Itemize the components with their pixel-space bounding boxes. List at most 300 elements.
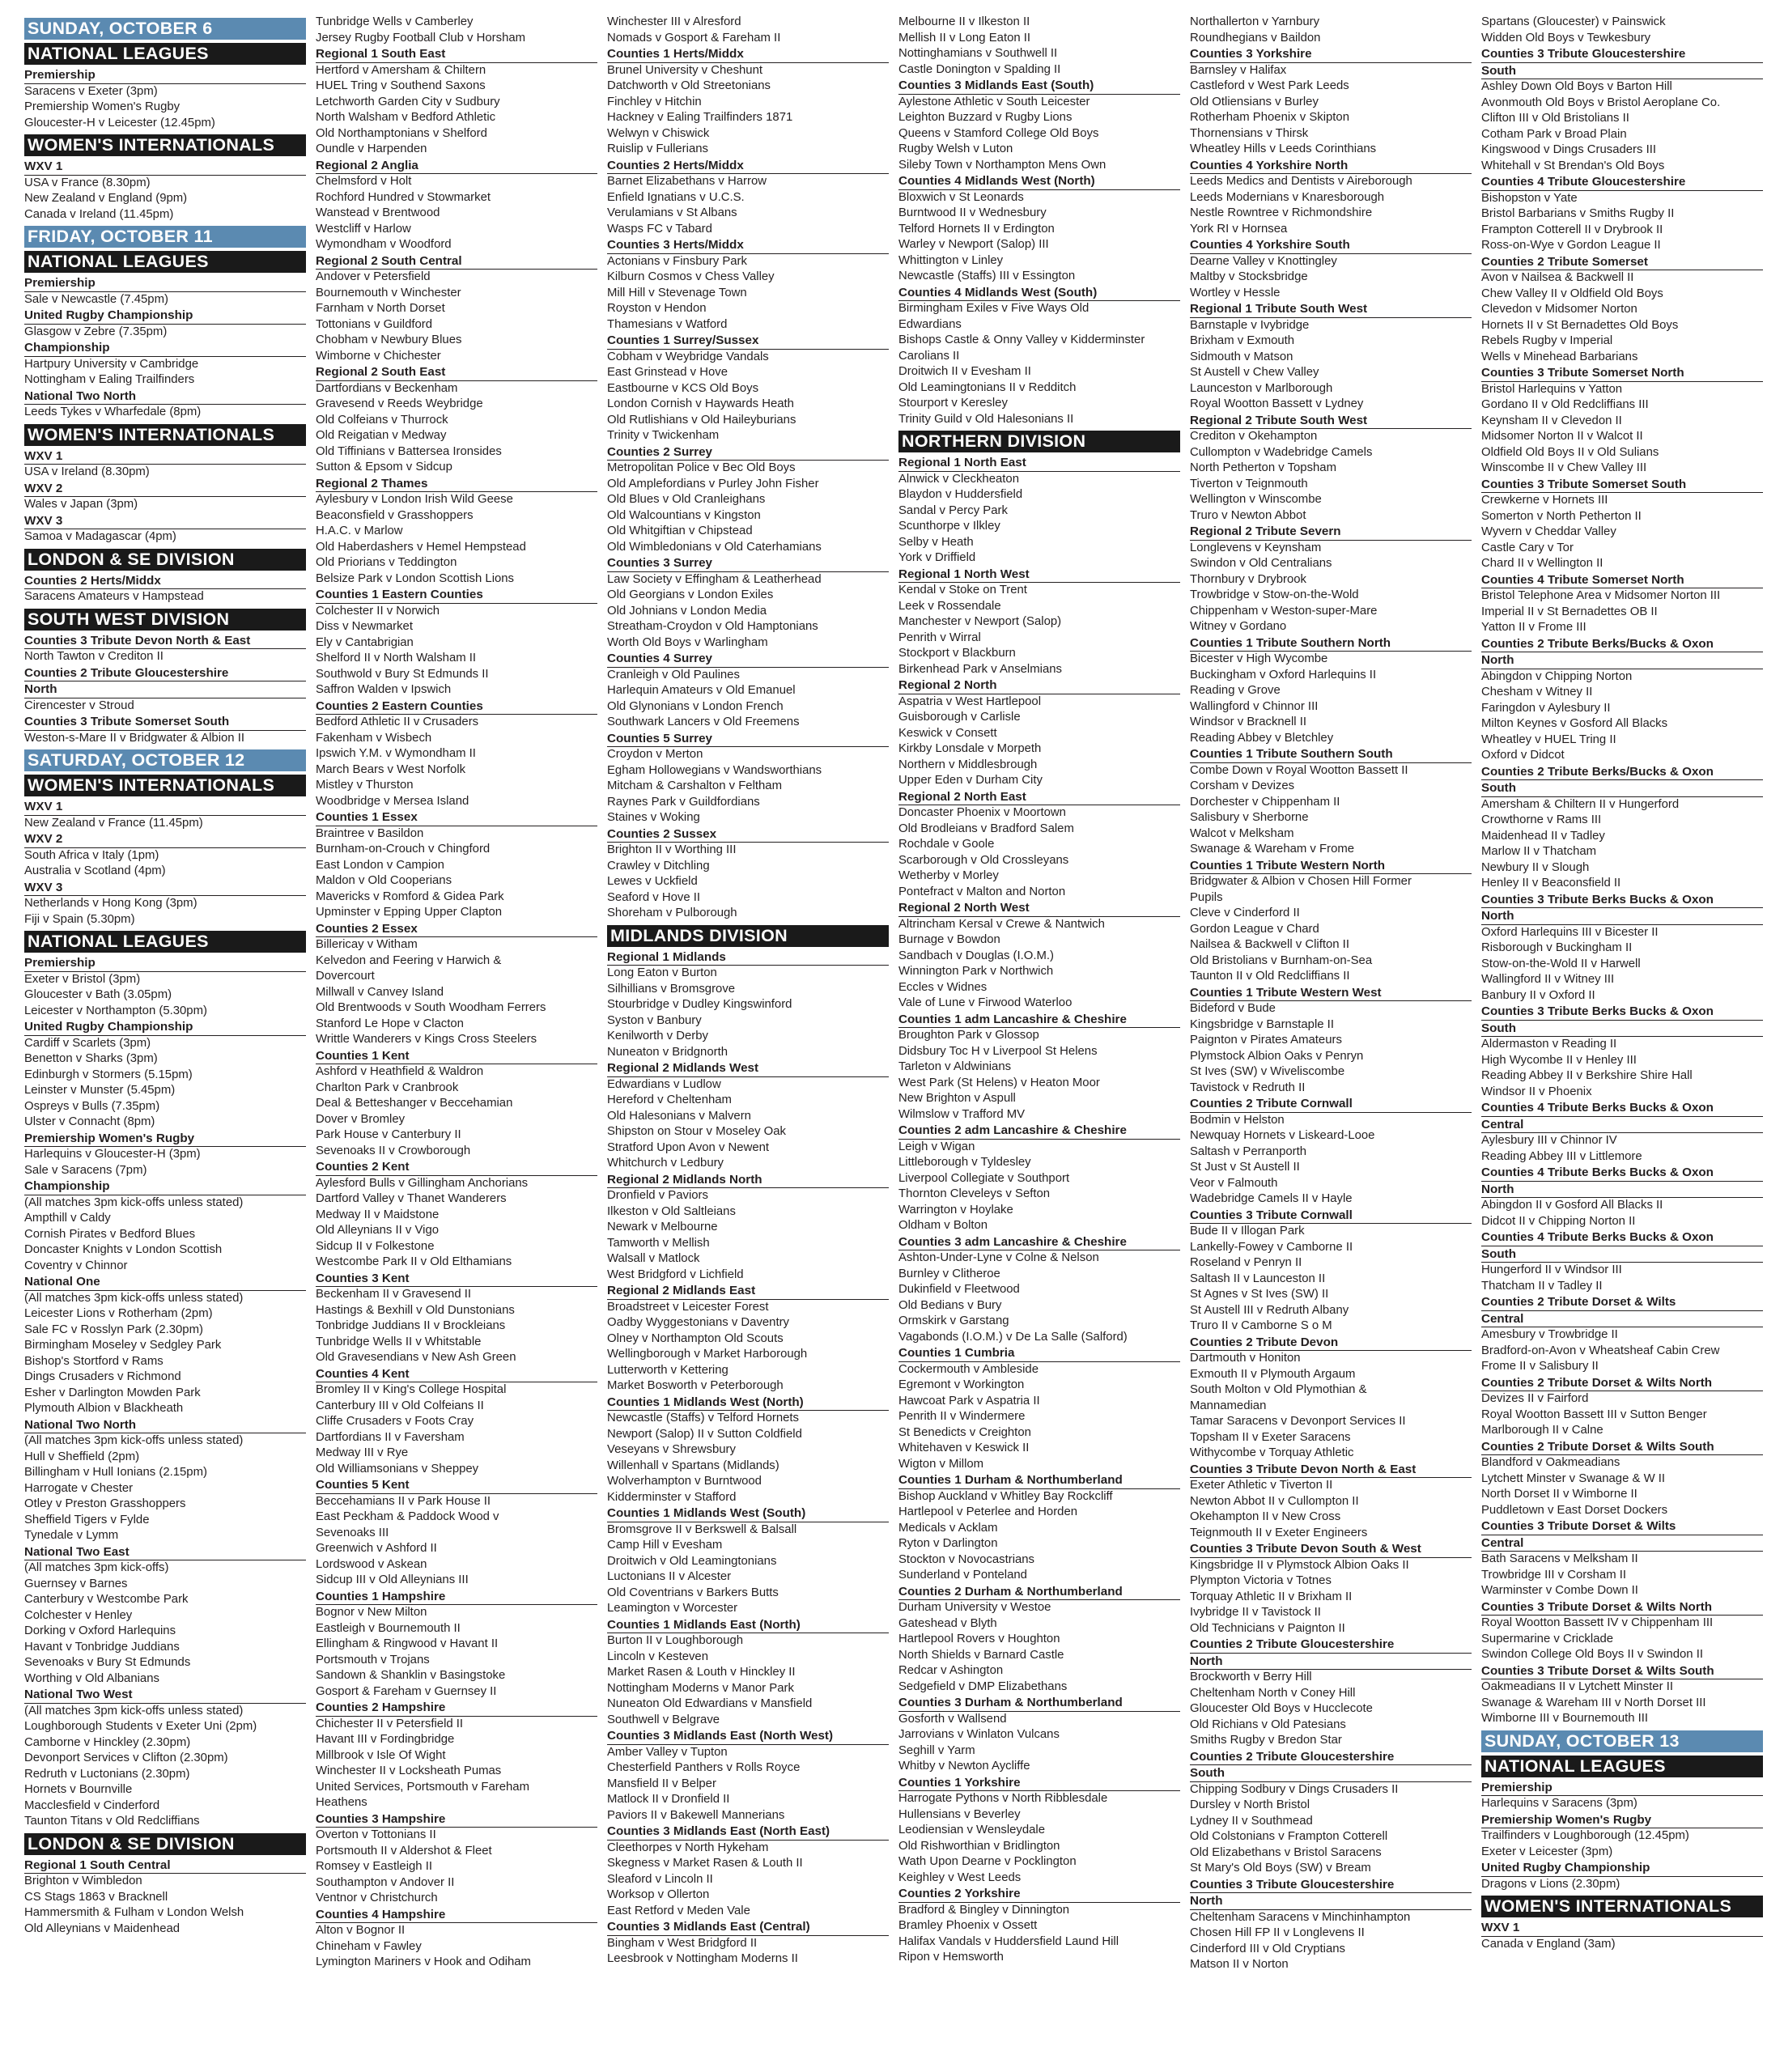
league-heading: Regional 2 Thames [316, 476, 597, 493]
fixture: Ripon v Hemsworth [898, 1951, 1004, 1964]
fixture: Ampthill v Caldy [24, 1212, 111, 1225]
fixture: Chosen Hill FP II v Longlevens II [1190, 1926, 1365, 1939]
fixture: Hull v Sheffield (2pm) [24, 1450, 140, 1463]
fixture: Chineham v Fawley [316, 1939, 422, 1953]
fixture: Finchley v Hitchin [607, 95, 702, 108]
fixture: Manchester v Newport (Salop) [898, 615, 1062, 628]
fixture: Torquay Athletic II v Brixham II [1190, 1590, 1353, 1603]
fixture: Egham Hollowegians v Wandsworthians [607, 763, 822, 777]
fixture: Heathens [316, 1796, 367, 1809]
fixture: Old Bedians v Bury [898, 1298, 1002, 1312]
fixture: Droitwich II v Evesham II [898, 365, 1031, 378]
fixture: H.A.C. v Marlow [316, 524, 403, 537]
league-heading: Counties 2 adm Lancashire & Cheshire [898, 1123, 1180, 1140]
fixture: Chard II v Wellington II [1481, 557, 1603, 570]
section-banner: WOMEN'S INTERNATIONALS [24, 775, 306, 796]
fixture: Leeds Tykes v Wharfedale (8pm) [24, 405, 202, 418]
fixture: Salisbury v Sherborne [1190, 811, 1309, 824]
fixture: Benetton v Sharks (3pm) [24, 1052, 158, 1065]
league-heading: Regional 2 Midlands East [607, 1283, 889, 1300]
fixture: Sileby Town v Northampton Mens Own [898, 158, 1107, 172]
column-1 [24, 15, 306, 1937]
league-heading: United Rugby Championship [24, 308, 306, 325]
league-heading: Counties 2 Tribute Gloucestershire [1190, 1637, 1472, 1654]
fixture: Longlevens v Keynsham [1190, 541, 1322, 554]
fixture: Hartpury University v Cambridge [24, 357, 199, 371]
fixture: Altrincham Kersal v Crewe & Nantwich [898, 917, 1105, 931]
fixture: Crediton v Okehampton [1190, 430, 1318, 443]
fixture: Ulster v Connacht (8pm) [24, 1115, 155, 1128]
fixture: Silhillians v Bromsgrove [607, 982, 736, 996]
fixture: St Austell III v Redruth Albany [1190, 1303, 1349, 1317]
fixture: Reading Abbey III v Littlemore [1481, 1149, 1642, 1163]
fixture: Brunel University v Cheshunt [607, 63, 763, 77]
league-heading: Counties 2 Tribute Berks/Bucks & Oxon [1481, 764, 1763, 781]
fixture: Bramley Phoenix v Ossett [898, 1919, 1038, 1932]
fixture: Enfield Ignatians v U.C.S. [607, 190, 745, 204]
league-heading: Regional 2 North East [898, 789, 1180, 806]
fixture: Burnham-on-Crouch v Chingford [316, 843, 491, 856]
fixture: Nottingham v Ealing Trailfinders [24, 373, 195, 386]
fixture: Paignton v Pirates Amateurs [1190, 1034, 1342, 1047]
fixture: Wallingford v Chinnor III [1190, 699, 1319, 713]
fixture: Saracens Amateurs v Hampstead [24, 590, 204, 603]
fixture: Sleaford v Lincoln II [607, 1872, 713, 1886]
fixture: Teignmouth II v Exeter Engineers [1190, 1526, 1368, 1539]
fixture: St Austell v Chew Valley [1190, 366, 1319, 379]
fixture: Cardiff v Scarlets (3pm) [24, 1036, 151, 1050]
league-heading: National Two North [24, 1417, 306, 1434]
fixture: Havant III v Fordingbridge [316, 1733, 455, 1746]
fixture: Stockton v Novocastrians [898, 1552, 1035, 1566]
fixture: Brighton v Wimbledon [24, 1875, 142, 1887]
fixture: Amesbury v Trowbridge II [1481, 1328, 1618, 1341]
fixture: Hornets II v St Bernadettes Old Boys [1481, 318, 1679, 332]
fixture: Walsall v Matlock [607, 1252, 700, 1265]
fixture: Law Society v Effingham & Leatherhead [607, 572, 822, 586]
fixture: Burntwood II v Wednesbury [898, 206, 1047, 219]
league-heading: National One [24, 1274, 306, 1291]
fixture: Old Gravesendians v New Ash Green [316, 1351, 516, 1364]
fixture: Cleethorpes v North Hykeham [607, 1841, 769, 1854]
fixture: Mansfield II v Belper [607, 1777, 716, 1790]
fixture: Stratford Upon Avon v Newent [607, 1140, 770, 1154]
fixture: Warley v Newport (Salop) III [898, 238, 1049, 251]
fixture: Wheatley Hills v Leeds Corinthians [1190, 142, 1377, 155]
fixture: Tiverton v Teignmouth [1190, 477, 1308, 490]
fixture: Andover v Petersfield [316, 270, 431, 283]
fixture: Truro v Newton Abbot [1190, 508, 1306, 522]
section-banner: NATIONAL LEAGUES [24, 931, 306, 953]
fixture: Nomads v Gosport & Fareham II [607, 31, 781, 45]
fixture: Abingdon v Chipping Norton [1481, 669, 1633, 683]
fixture: East London v Campion [316, 858, 444, 872]
fixture: Leeds Medics and Dentists v Aireborough [1190, 175, 1412, 188]
fixture: Kilburn Cosmos v Chess Valley [607, 270, 775, 283]
league-heading: North [1481, 652, 1763, 669]
fixture: Cotham Park v Broad Plain [1481, 127, 1627, 141]
fixture: Old Johnians v London Media [607, 604, 767, 618]
fixture: York v Driffield [898, 551, 976, 564]
league-heading: Regional 1 North East [898, 455, 1180, 472]
league-heading: Counties 3 adm Lancashire & Cheshire [898, 1234, 1180, 1251]
league-heading: Counties 4 Yorkshire South [1190, 237, 1472, 254]
fixture: Letchworth Garden City v Sudbury [316, 95, 500, 108]
fixture: Tunbridge Wells II v Whitstable [316, 1335, 482, 1348]
fixture: Warrington v Hoylake [898, 1203, 1013, 1216]
fixture: Paviors II v Bakewell Mannerians [607, 1808, 785, 1822]
date-banner: SUNDAY, OCTOBER 13 [1481, 1730, 1763, 1752]
fixture: Swanage & Wareham v Frome [1190, 843, 1355, 856]
fixture: Lytchett Minster v Swanage & W II [1481, 1471, 1666, 1485]
league-heading: Counties 2 Sussex [607, 826, 889, 843]
fixture: Havant v Tonbridge Juddians [24, 1640, 180, 1654]
fixture: Winscombe II v Chew Valley III [1481, 461, 1647, 474]
fixture: Trowbridge v Stow-on-the-Wold [1190, 588, 1359, 601]
fixture: Chichester II v Petersfield II [316, 1717, 464, 1730]
fixture: Beckenham II v Gravesend II [316, 1288, 472, 1301]
fixture: Leamington v Worcester [607, 1602, 738, 1615]
column-2 [316, 15, 597, 1971]
league-heading: Counties 3 Tribute Gloucestershire [1481, 46, 1763, 63]
fixture: Gateshead v Blyth [898, 1616, 997, 1630]
fixture: Chesham v Witney II [1481, 686, 1593, 698]
fixture: Southampton v Andover II [316, 1875, 455, 1889]
fixture: Alnwick v Cleckheaton [898, 472, 1019, 486]
fixture: Maidenhead II v Tadley [1481, 829, 1605, 843]
fixture: Hawcoat Park v Aspatria II [898, 1394, 1040, 1408]
fixture: Ilkeston v Old Saltleians [607, 1204, 736, 1218]
league-heading: WXV 2 [24, 831, 306, 848]
fixture: Actonians v Finsbury Park [607, 254, 747, 268]
fixture: Dartford Valley v Thanet Wanderers [316, 1192, 507, 1205]
league-heading: National Two West [24, 1687, 306, 1704]
fixture: Cranleigh v Old Paulines [607, 668, 740, 681]
date-banner: SATURDAY, OCTOBER 12 [24, 749, 306, 771]
fixture: Thornbury v Drybrook [1190, 572, 1306, 586]
league-heading: North [1190, 1893, 1472, 1910]
fixture: Camborne v Hinckley (2.30pm) [24, 1735, 191, 1749]
fixture: Olney v Northampton Old Scouts [607, 1331, 784, 1345]
fixture: Hullensians v Beverley [898, 1807, 1021, 1821]
fixture: Sandbach v Douglas (I.O.M.) [898, 949, 1055, 962]
fixture: Bath Saracens v Melksham II [1481, 1552, 1638, 1565]
fixture: Exeter Athletic v Tiverton II [1190, 1479, 1333, 1492]
section-banner: NATIONAL LEAGUES [24, 251, 306, 273]
league-heading: Counties 3 Tribute Devon South & West [1190, 1541, 1472, 1558]
fixture: Long Eaton v Burton [607, 966, 717, 979]
fixture: Royal Wootton Bassett v Lydney [1190, 397, 1364, 410]
fixture: Bodmin v Helston [1190, 1113, 1285, 1127]
league-heading: Counties 2 Tribute Gloucestershire [24, 665, 306, 682]
fixture: Old Blues v Old Cranleighans [607, 493, 766, 506]
league-heading: Regional 2 South Central [316, 253, 597, 270]
fixture: Diss v Newmarket [316, 620, 413, 633]
league-heading: North [1481, 908, 1763, 925]
fixture: Bishops Castle & Onny Valley v Kidderminster [898, 333, 1145, 346]
fixture: Oundle v Harpenden [316, 142, 427, 155]
fixture: Sandal v Percy Park [898, 503, 1008, 517]
fixture: Nailsea & Backwell v Clifton II [1190, 938, 1349, 951]
fixture: Sunderland v Ponteland [898, 1569, 1027, 1582]
fixture: Thornton Cleveleys v Sefton [898, 1187, 1051, 1200]
league-heading: Counties 3 Tribute Gloucestershire [1190, 1877, 1472, 1894]
fixture: Old Alleynians II v Vigo [316, 1224, 440, 1237]
fixture: Oadby Wyggestonians v Daventry [607, 1316, 789, 1329]
fixture: Leigh v Wigan [898, 1140, 975, 1153]
fixture: Glasgow v Zebre (7.35pm) [24, 325, 168, 338]
fixture: Canterbury III v Old Colfeians II [316, 1399, 484, 1412]
fixture: Beaconsfield v Grasshoppers [316, 508, 474, 522]
fixture: Swanage & Wareham III v North Dorset III [1481, 1696, 1706, 1709]
section-banner: MIDLANDS DIVISION [607, 925, 889, 947]
fixture: Blaydon v Huddersfield [898, 488, 1023, 501]
fixture: Westcliff v Harlow [316, 222, 411, 236]
fixture: Old Wimbledonians v Old Caterhamians [607, 540, 822, 554]
fixture: Brockworth v Berry Hill [1190, 1671, 1312, 1684]
fixture: Canada v Ireland (11.45pm) [24, 207, 174, 221]
fixture: New Zealand v England (9pm) [24, 192, 188, 205]
fixture: Barnet Elizabethans v Harrow [607, 175, 767, 188]
fixture: Alton v Bognor II [316, 1924, 406, 1937]
fixture: Queens v Stamford College Old Boys [898, 126, 1099, 140]
league-heading: Regional 1 South Central [24, 1858, 306, 1875]
league-heading: Counties 3 Kent [316, 1271, 597, 1288]
league-heading: Counties 1 Durham & Northumberland [898, 1472, 1180, 1489]
league-heading: Counties 2 Tribute Devon [1190, 1335, 1472, 1352]
fixture: Harlequins v Gloucester-H (3pm) [24, 1148, 201, 1161]
fixture: Billingham v Hull Ionians (2.15pm) [24, 1466, 207, 1479]
fixture: Midsomer Norton II v Walcot II [1481, 430, 1643, 443]
fixture: Vale of Lune v Firwood Waterloo [898, 996, 1073, 1009]
fixture: Devonport Services v Clifton (2.30pm) [24, 1751, 228, 1764]
fixture: Cheltenham North v Coney Hill [1190, 1686, 1356, 1700]
fixture: Leesbrook v Nottingham Moderns II [607, 1952, 798, 1965]
fixture: Northern v Middlesbrough [898, 758, 1038, 771]
fixture: Old Amplefordians v Purley John Fisher [607, 477, 819, 490]
league-heading: Regional 2 Anglia [316, 158, 597, 175]
fixture: Tamar Saracens v Devonport Services II [1190, 1415, 1406, 1428]
fixture: Oldfield Old Boys II v Old Sulians [1481, 445, 1659, 459]
fixture: Old Priorians v Teddington [316, 556, 457, 569]
fixture: Old Colfeians v Thurrock [316, 413, 448, 427]
fixture: Cleve v Cinderford II [1190, 906, 1300, 919]
fixture: Hastings & Bexhill v Old Dunstonians [316, 1303, 515, 1317]
fixture: North Tawton v Crediton II [24, 650, 164, 663]
fixture: Sale v Saracens (7pm) [24, 1163, 147, 1177]
fixture: Melbourne II v Ilkeston II [898, 15, 1030, 28]
fixture: Devizes II v Fairford [1481, 1392, 1589, 1405]
fixture: Sevenoaks II v Crowborough [316, 1144, 471, 1157]
fixture: Blandford v Oakmeadians [1481, 1456, 1620, 1469]
fixture: Burnage v Bowdon [898, 933, 1000, 946]
league-heading: Premiership Women's Rugby [24, 1131, 306, 1148]
fixture: Deal & Betteshanger v Beccehamian [316, 1097, 513, 1110]
fixture: Cockermouth v Ambleside [898, 1362, 1039, 1376]
fixture: Lutterworth v Kettering [607, 1363, 728, 1377]
league-heading: North [24, 681, 306, 698]
fixture: Widden Old Boys v Tewkesbury [1481, 31, 1651, 45]
fixture: Marlborough II v Calne [1481, 1424, 1603, 1437]
fixture: Reading v Grove [1190, 684, 1281, 697]
fixture: Wolverhampton v Burntwood [607, 1475, 762, 1488]
fixture: Thamesians v Watford [607, 317, 728, 331]
fixture: Southwark Lancers v Old Freemens [607, 715, 800, 728]
fixture: Southwold v Bury St Edmunds II [316, 667, 489, 681]
fixture: Gloucester Old Boys v Hucclecote [1190, 1702, 1373, 1715]
fixture: (All matches 3pm kick-offs unless stated) [24, 1291, 244, 1305]
fixture: Bloxwich v St Leonards [898, 190, 1024, 204]
fixture: Premiership Women's Rugby [24, 100, 181, 113]
fixture: Avonmouth Old Boys v Bristol Aeroplane Co. [1481, 96, 1721, 109]
fixture: Selby v Heath [898, 535, 974, 549]
fixture: Clifton III v Old Bristolians II [1481, 112, 1629, 125]
fixture: Rebels Rugby v Imperial [1481, 334, 1613, 347]
fixture: Ross-on-Wye v Gordon League II [1481, 239, 1661, 252]
fixture: Newbury II v Slough [1481, 860, 1590, 874]
fixture: Edinburgh v Stormers (5.15pm) [24, 1068, 193, 1081]
fixture: Bromsgrove II v Berkswell & Balsall [607, 1522, 797, 1536]
fixture: Somerton v North Petherton II [1481, 509, 1642, 523]
fixture: Royal Wootton Bassett IV v Chippenham III [1481, 1616, 1714, 1629]
fixture: Old Haberdashers v Hemel Hempstead [316, 540, 526, 554]
fixture: Sevenoaks III [316, 1526, 389, 1539]
fixture: Harrogate v Chester [24, 1481, 134, 1495]
fixture: Windsor v Bracknell II [1190, 715, 1306, 728]
fixture: Sale v Newcastle (7.45pm) [24, 292, 168, 306]
fixture: New Zealand v France (11.45pm) [24, 816, 203, 830]
fixture: Keighley v West Leeds [898, 1870, 1022, 1884]
fixture: Reading Abbey II v Berkshire Shire Hall [1481, 1069, 1693, 1082]
fixture: Bristol Harlequins v Yatton [1481, 382, 1623, 396]
fixture: Ormskirk v Garstang [898, 1314, 1009, 1327]
fixture: Whitchurch v Ledbury [607, 1157, 724, 1170]
fixture: Birkenhead Park v Anselmians [898, 662, 1062, 676]
fixture: Gosport & Fareham v Guernsey II [316, 1684, 497, 1698]
league-heading: Counties 3 Herts/Middx [607, 237, 889, 254]
fixture: CS Stags 1863 v Bracknell [24, 1890, 168, 1904]
fixture: Chobham v Newbury Blues [316, 333, 462, 346]
fixture: Amersham & Chiltern II v Hungerford [1481, 797, 1680, 811]
fixture: High Wycombe II v Henley III [1481, 1053, 1637, 1067]
fixture: Old Halesonians v Malvern [607, 1109, 751, 1123]
fixture: Kidderminster v Stafford [607, 1490, 737, 1504]
fixture: Smiths Rugby v Bredon Star [1190, 1734, 1342, 1747]
fixture: Edwardians v Ludlow [607, 1077, 721, 1091]
league-heading: Counties 3 Tribute Berks Bucks & Oxon [1481, 1004, 1763, 1021]
fixture: Droitwich v Old Leamingtonians [607, 1554, 777, 1568]
fixture: Upminster v Epping Upper Clapton [316, 906, 503, 919]
league-heading: Counties 5 Kent [316, 1477, 597, 1494]
fixture: Withycombe v Torquay Athletic [1190, 1446, 1354, 1459]
fixture: Newton Abbot II v Cullompton II [1190, 1494, 1359, 1508]
fixture: Lincoln v Kesteven [607, 1650, 708, 1663]
fixture: New Brighton v Aspull [898, 1092, 1016, 1105]
fixture: Oxford v Didcot [1481, 749, 1565, 762]
league-heading: National Two North [24, 388, 306, 405]
fixture: Overton v Tottonians II [316, 1828, 436, 1841]
fixture: Writtle Wanderers v Kings Cross Steelers [316, 1033, 537, 1046]
league-heading: Counties 2 Eastern Counties [316, 698, 597, 715]
section-banner: WOMEN'S INTERNATIONALS [24, 424, 306, 446]
fixture: Dursley v North Bristol [1190, 1798, 1310, 1811]
fixture: Portsmouth v Trojans [316, 1653, 430, 1667]
section-banner: WOMEN'S INTERNATIONALS [1481, 1896, 1763, 1917]
fixture: Colchester II v Norwich [316, 604, 440, 618]
fixture: Brighton II v Worthing III [607, 843, 737, 856]
fixture: March Bears v West Norfolk [316, 762, 466, 776]
fixture: Leeds Modernians v Knaresborough [1190, 190, 1385, 204]
fixture: Wadebridge Camels II v Hayle [1190, 1192, 1353, 1205]
fixture: Ospreys v Bulls (7.35pm) [24, 1099, 160, 1113]
fixture: Roundhegians v Baildon [1190, 31, 1321, 45]
fixture: Old Technicians v Paignton II [1190, 1621, 1345, 1635]
fixture: Dorking v Oxford Harlequins [24, 1624, 176, 1637]
league-heading: Regional 2 Tribute South West [1190, 413, 1472, 430]
column-5 [1190, 15, 1472, 1973]
fixture: (All matches 3pm kick-offs unless stated) [24, 1434, 244, 1447]
fixture: Skegness v Market Rasen & Louth II [607, 1857, 803, 1870]
fixture: Coventry v Chinnor [24, 1259, 128, 1272]
fixture: Harlequins v Saracens (3pm) [1481, 1797, 1637, 1810]
fixture: Lankelly-Fowey v Camborne II [1190, 1240, 1353, 1254]
league-heading: Counties 3 Surrey [607, 555, 889, 572]
fixture: Swindon College Old Boys II v Swindon II [1481, 1648, 1703, 1661]
fixture: Dover v Bromley [316, 1112, 406, 1126]
fixture: Eastleigh v Bournemouth II [316, 1621, 461, 1635]
league-heading: Premiership Women's Rugby [1481, 1812, 1763, 1829]
fixture: Southwell v Belgrave [607, 1713, 720, 1726]
fixture: Northallerton v Yarnbury [1190, 15, 1320, 28]
fixture: Lydney II v Southmead [1190, 1814, 1313, 1828]
fixture: Fiji v Spain (5.30pm) [24, 912, 135, 926]
fixture: Faringdon v Aylesbury II [1481, 701, 1611, 715]
league-heading: Counties 2 Herts/Middx [607, 158, 889, 175]
fixture: Gosforth v Wallsend [898, 1712, 1007, 1726]
fixture: Veseyans v Shrewsbury [607, 1443, 736, 1456]
league-heading: Counties 4 Surrey [607, 651, 889, 668]
fixture: Lewes v Uckfield [607, 875, 698, 888]
fixture: Verulamians v St Albans [607, 206, 737, 219]
fixture: Royal Wootton Bassett III v Sutton Benger [1481, 1408, 1707, 1421]
fixture: Whittington v Linley [898, 253, 1004, 267]
league-heading: Counties 1 Cumbria [898, 1345, 1180, 1362]
fixture: Ruislip v Fullerians [607, 142, 708, 155]
fixture: Gordano II v Old Redcliffians III [1481, 398, 1649, 411]
league-heading: Counties 2 Hampshire [316, 1700, 597, 1717]
fixture: Ashley Down Old Boys v Barton Hill [1481, 80, 1672, 93]
fixture: Wymondham v Woodford [316, 238, 452, 251]
fixture: Ashford v Heathfield & Waldron [316, 1065, 484, 1078]
fixture: Castle Donington v Spalding II [898, 62, 1061, 76]
fixture: Kingsbridge II v Plymstock Albion Oaks II [1190, 1558, 1409, 1572]
fixture: Topsham II v Exeter Saracens [1190, 1430, 1351, 1444]
fixture: Chelmsford v Holt [316, 175, 412, 188]
league-heading: Counties 2 Surrey [607, 444, 889, 461]
fixture: Littleborough v Tyldesley [898, 1156, 1031, 1169]
fixture: Staines v Woking [607, 811, 700, 824]
fixture: Hungerford II v Windsor III [1481, 1263, 1622, 1276]
league-heading: Central [1481, 1311, 1763, 1328]
fixture: Tynedale v Lymm [24, 1529, 119, 1542]
fixture: St Ives (SW) v Wiveliscombe [1190, 1065, 1345, 1078]
fixture: Old Rishworthian v Bridlington [898, 1839, 1060, 1853]
fixture: Mill Hill v Stevenage Town [607, 286, 747, 299]
fixture: Old Reigatian v Medway [316, 429, 447, 442]
fixture: Samoa v Madagascar (4pm) [24, 530, 176, 543]
fixture: Truro II v Camborne S o M [1190, 1319, 1332, 1332]
fixture: Stow-on-the-Wold II v Harwell [1481, 957, 1641, 970]
